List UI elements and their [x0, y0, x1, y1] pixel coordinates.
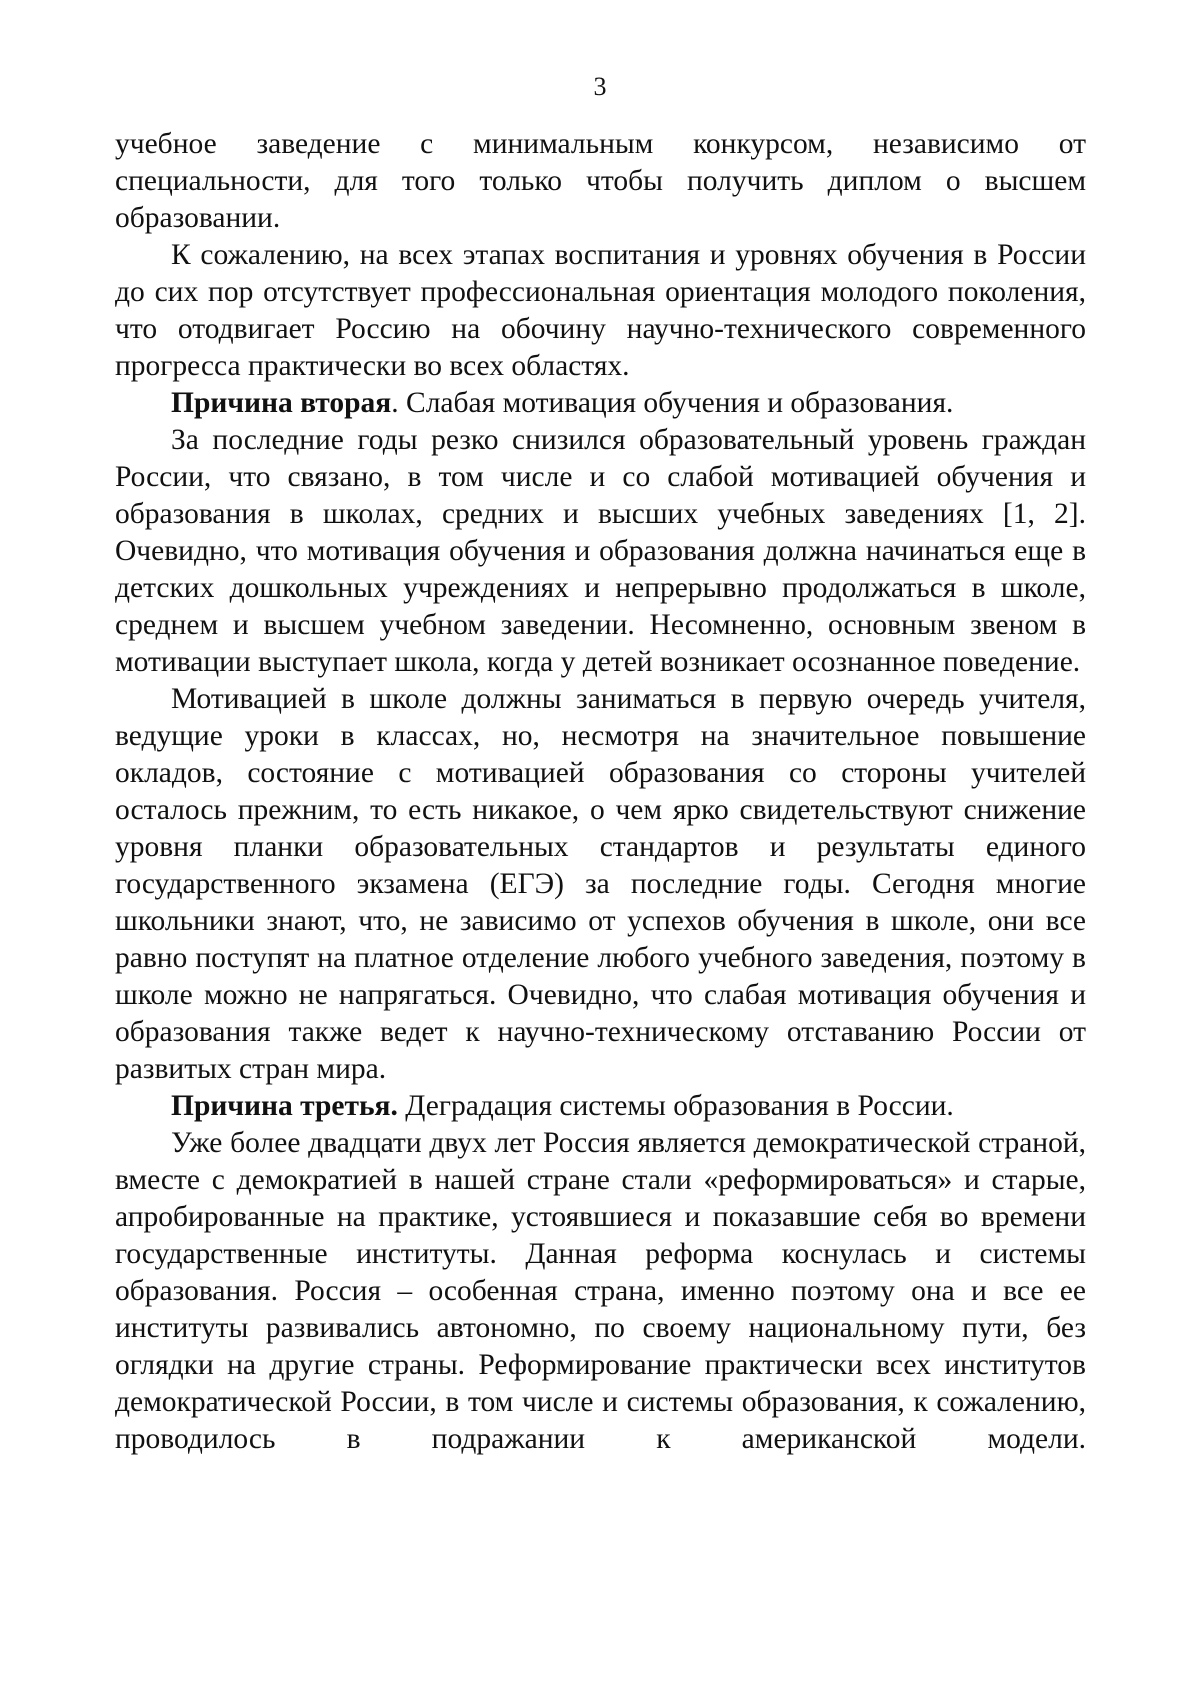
- paragraph-professional-orientation: К сожалению, на всех этапах воспитания и уровнях обучения в России до сих пор отсутствует профессиональная ориентация молодого поколения, что отодвигает Россию на обочину научно-технического современного прогресса практически во всех областях.: [115, 239, 1086, 382]
- paragraph-school-motivation: Мотивацией в школе должны заниматься в первую очередь учителя, ведущие уроки в классах, но, несмотря на значительное повышение окладов, состояние с мотивацией образования со стороны учителей осталось прежним, то есть никакое, о чем ярко свидетельствуют снижение уровня планки образовательных стандартов и результаты единого государственного экзамена (ЕГЭ) за последние годы. Сегодня многие школьники знают, что, не зависимо от успехов обучения в школе, они все равно поступят на платное отделение любого учебного заведения, поэтому в школе можно не напрягаться. Очевидно, что слабая мотивация обучения и образования также ведет к научно-техническому отставанию России от развитых стран мира.: [115, 683, 1086, 1085]
- page-number: 3: [593, 72, 607, 101]
- document-body: [115, 126, 1086, 1458]
- section-heading-reason-three: [115, 1088, 1086, 1125]
- paragraph-education-level: За последние годы резко снизился образовательный уровень граждан России, что связано, в том числе и со слабой мотивацией обучения и образования в школах, средних и высших учебных заведениях [1, 2]. Очевидно, что мотивация обучения и образования должна начинаться еще в детских дошкольных учреждениях и непрерывно продолжаться в школе, среднем и высшем учебном заведении. Несомненно, основным звеном в мотивации выступает школа, когда у детей возникает осознанное поведение.: [115, 424, 1086, 678]
- reason-two-label: Причина вторая: [171, 387, 392, 419]
- paragraph-education-reform: Уже более двадцати двух лет Россия является демократической страной, вместе с демократией в нашей стране стали «реформироваться» и старые, апробированные на практике, устоявшиеся и показавшие себя во времени государственные институты. Данная реформа коснулась и системы образования. Россия – особенная страна, именно поэтому она и все ее институты развивались автономно, по своему национальному пути, без оглядки на другие страны. Реформирование практически всех институтов демократической России, в том числе и системы образования, к сожалению, проводилось в подражании к американской модели.: [115, 1127, 1086, 1455]
- reason-three-label: Причина третья.: [171, 1090, 398, 1122]
- reason-three-title: Деградация системы образования в России.: [397, 1090, 954, 1122]
- section-heading-reason-two: [115, 385, 1086, 422]
- paragraph-continuation: учебное заведение с минимальным конкурсом, независимо от специальности, для того только чтобы получить диплом о высшем образовании.: [115, 128, 1086, 234]
- reason-two-title: . Слабая мотивация обучения и образования.: [391, 387, 954, 419]
